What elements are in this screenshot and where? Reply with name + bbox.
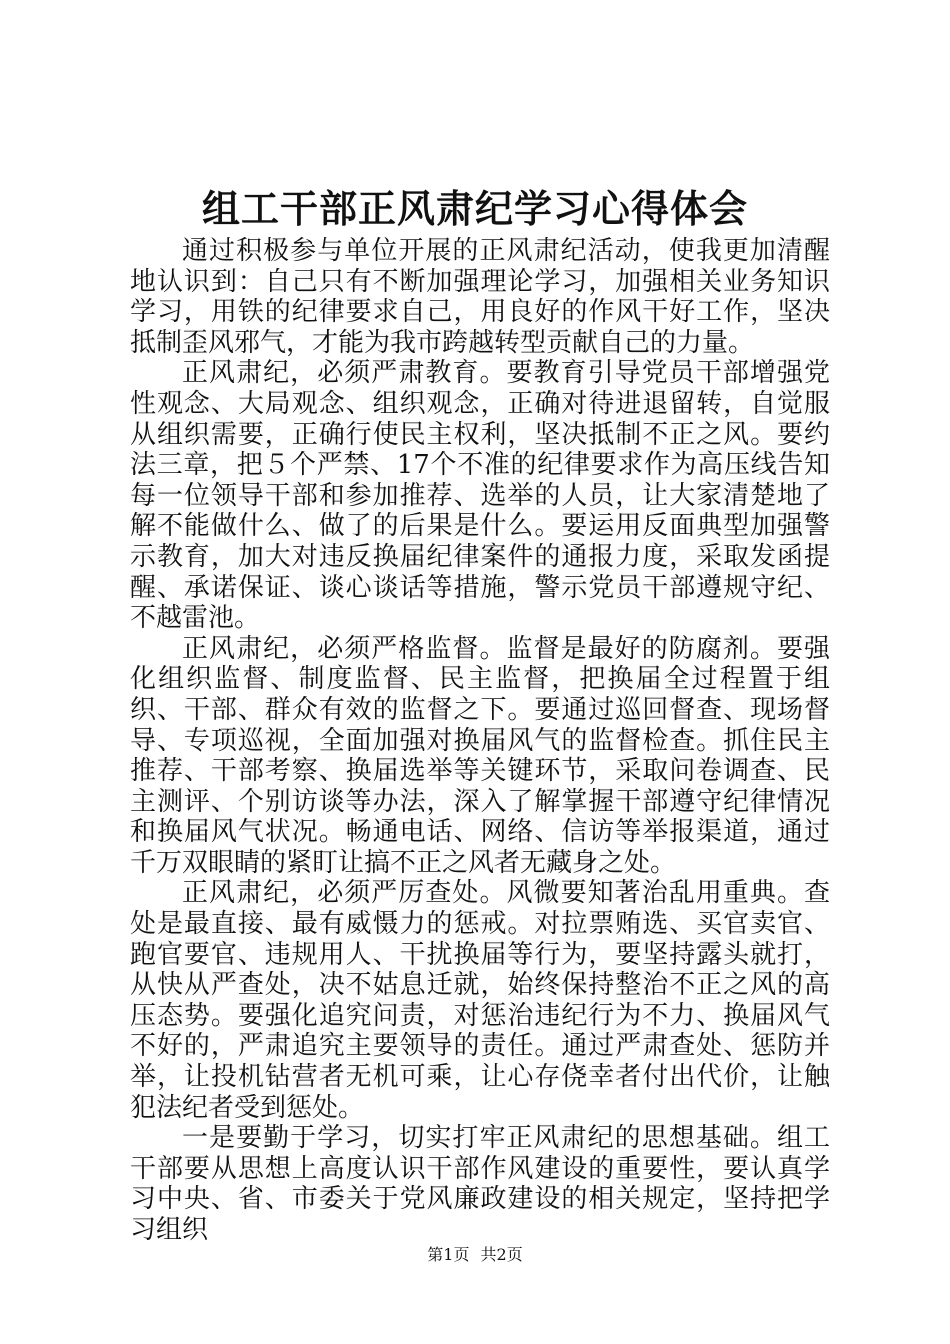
document-body	[130, 236, 830, 1246]
page-total: 共2页	[480, 1245, 523, 1264]
document-title: 组工干部正风肃纪学习心得体会	[201, 186, 748, 231]
paragraph-4: 正风肃纪，必须严厉查处。风微要知著治乱用重典。查处是最直接、最有威慑力的惩戒。对拉票贿选、买官卖官、跑官要官、违规用人、干扰换届等行为，要坚持露头就打，从快从严查处，决不姑息迁就，始终保持整治不正之风的高压态势。要强化追究问责，对惩治违纪行为不力、换届风气不好的，严肃追究主要领导的责任。通过严肃查处、惩防并举，让投机钻营者无机可乘，让心存侥幸者付出代价，让触犯法纪者受到惩处。	[130, 878, 830, 1123]
paragraph-5: 一是要勤于学习，切实打牢正风肃纪的思想基础。组工干部要从思想上高度认识干部作风建设的重要性，要认真学习中央、省、市委关于党风廉政建设的相关规定，坚持把学习组织	[130, 1123, 830, 1245]
page-footer	[0, 1244, 950, 1266]
paragraph-3: 正风肃纪，必须严格监督。监督是最好的防腐剂。要强化组织监督、制度监督、民主监督，把换届全过程置于组织、干部、群众有效的监督之下。要通过巡回督查、现场督导、专项巡视，全面加强对换届风气的监督检查。抓住民主推荐、干部考察、换届选举等关键环节，采取问卷调查、民主测评、个别访谈等办法，深入了解掌握干部遵守纪律情况和换届风气状况。畅通电话、网络、信访等举报渠道，通过千万双眼睛的紧盯让搞不正之风者无藏身之处。	[130, 633, 830, 878]
paragraph-1: 通过积极参与单位开展的正风肃纪活动，使我更加清醒地认识到：自己只有不断加强理论学习，加强相关业务知识学习，用铁的纪律要求自己，用良好的作风干好工作，坚决抵制歪风邪气，才能为我市跨越转型贡献自己的力量。	[130, 236, 830, 358]
page-number: 第1页	[427, 1245, 470, 1264]
paragraph-2: 正风肃纪，必须严肃教育。要教育引导党员干部增强党性观念、大局观念、组织观念，正确对待进退留转，自觉服从组织需要，正确行使民主权利，坚决抵制不正之风。要约法三章，把５个严禁、17个不准的纪律要求作为高压线告知每一位领导干部和参加推荐、选举的人员，让大家清楚地了解不能做什么、做了的后果是什么。要运用反面典型加强警示教育，加大对违反换届纪律案件的通报力度，采取发函提醒、承诺保证、谈心谈话等措施，警示党员干部遵规守纪、不越雷池。	[130, 358, 830, 634]
